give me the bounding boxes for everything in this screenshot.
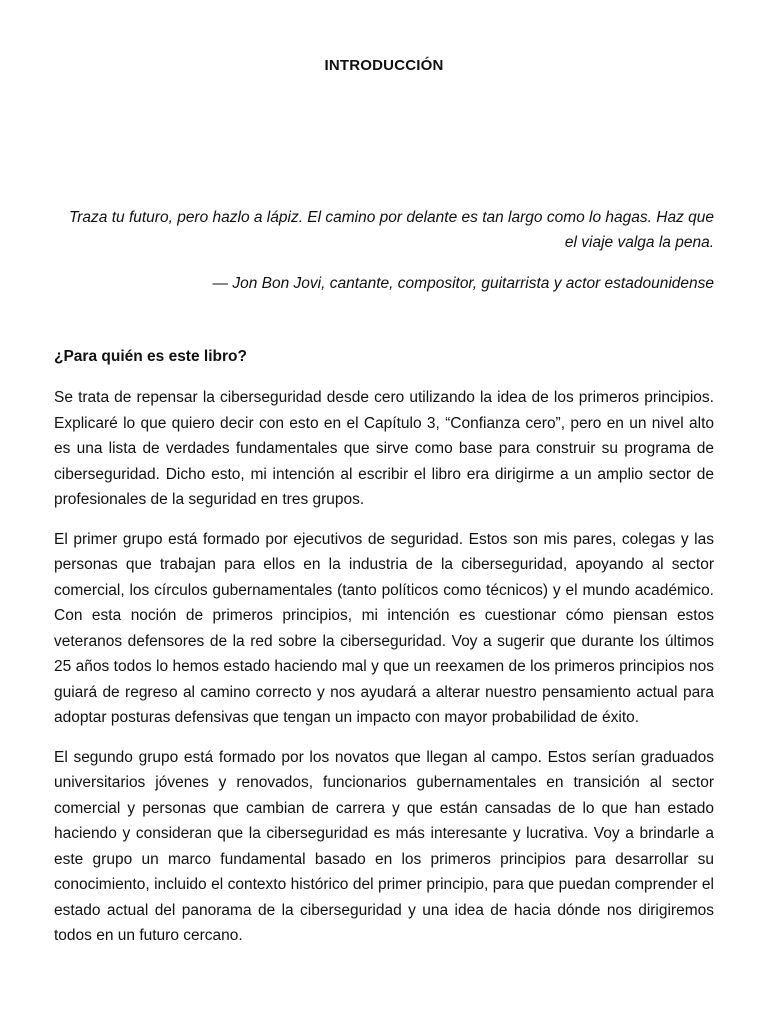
chapter-title: INTRODUCCIÓN <box>324 57 444 74</box>
body-paragraph: El primer grupo está formado por ejecutivos de seguridad. Estos son mis pares, colegas y las personas que trabajan para ellos en la industria de la ciberseguridad, apoyando al sector comercial, los círculos gubernamentales (tanto políticos como técnicos) y el mundo académico. Con esta noción de primeros principios, mi intención es cuestionar cómo piensan estos veteranos defensores de la red sobre la ciberseguridad. Voy a sugerir que durante los últimos 25 años todos lo hemos estado haciendo mal y que un reexamen de los primeros principios nos guiará de regreso al camino correcto y nos ayudará a alterar nuestro pensamiento actual para adoptar posturas defensivas que tengan un impacto con mayor probabilidad de éxito. <box>54 530 714 726</box>
section-body <box>54 385 714 963</box>
body-paragraph: El segundo grupo está formado por los novatos que llegan al campo. Estos serían graduados universitarios jóvenes y renovados, funcionarios gubernamentales en transición al sector comercial y personas que cambian de carrera y que están cansadas de lo que han estado haciendo y consideran que la ciberseguridad es más interesante y lucrativa. Voy a brindarle a este grupo un marco fundamental basado en los primeros principios para desarrollar su conocimiento, incluido el contexto histórico del primer principio, para que puedan comprender el estado actual del panorama de la ciberseguridad y una idea de hacia dónde nos dirigiremos todos en un futuro cercano. <box>54 748 714 944</box>
section-heading: ¿Para quién es este libro? <box>54 348 247 365</box>
epigraph-attribution: — Jon Bon Jovi, cantante, compositor, guitarrista y actor estadounidense <box>212 275 714 292</box>
body-paragraph: Se trata de repensar la ciberseguridad desde cero utilizando la idea de los primeros principios. Explicaré lo que quiero decir con esto en el Capítulo 3, “Confianza cero”, pero en un nivel alto es una lista de verdades fundamentales que sirve como base para construir su programa de ciberseguridad. Dicho esto, mi intención al escribir el libro era dirigirme a un amplio sector de profesionales de la seguridad en tres grupos. <box>54 389 714 508</box>
epigraph-quote: Traza tu futuro, pero hazlo a lápiz. El camino por delante es tan largo como lo hagas. Haz que el viaje valga la pena. <box>68 209 714 251</box>
